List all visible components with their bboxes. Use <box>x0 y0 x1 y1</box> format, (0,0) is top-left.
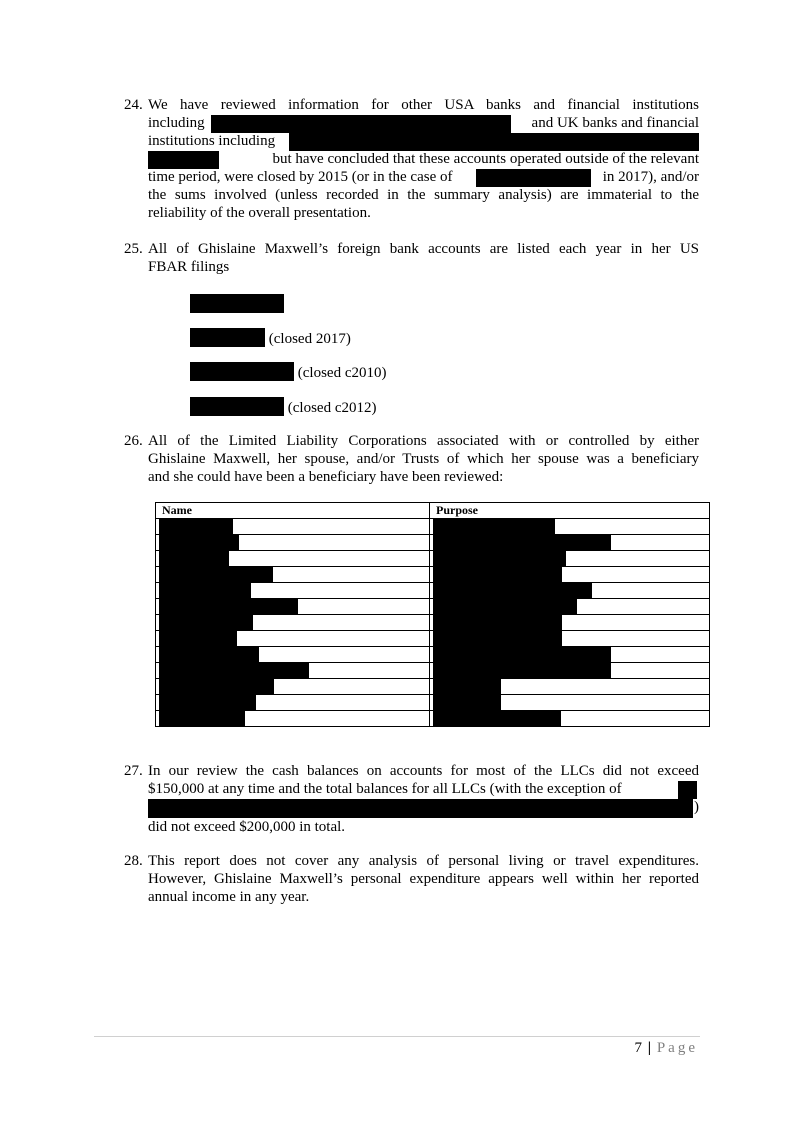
redaction-bar <box>159 534 239 551</box>
text-line: We have reviewed information for other USA banks and financial institutions <box>148 97 699 113</box>
text-line: FBAR filings <box>148 259 230 275</box>
redaction-bar <box>148 799 693 818</box>
redaction-bar <box>289 133 699 151</box>
page-label: Page <box>656 1040 698 1056</box>
table-row <box>156 647 710 663</box>
paragraph-number: 27. <box>124 763 143 779</box>
redaction-bar <box>433 710 561 727</box>
llc-table <box>155 502 710 727</box>
text-line: All of the Limited Liability Corporations associated with or controlled by either <box>148 433 699 449</box>
redaction-bar <box>433 694 501 711</box>
redaction-bar <box>433 582 592 599</box>
account-item: (closed c2010) <box>190 362 386 381</box>
paragraph-28 <box>124 852 700 908</box>
text-line: ) <box>694 799 699 815</box>
paragraph-number: 28. <box>124 853 143 869</box>
table-row <box>156 535 710 551</box>
table-header-row <box>156 503 710 519</box>
redaction-bar <box>159 646 259 663</box>
table-row <box>156 551 710 567</box>
text-line: However, Ghislaine Maxwell’s personal expenditure appears well within her reported <box>148 871 699 887</box>
column-header-purpose: Purpose <box>430 503 710 519</box>
redaction-bar <box>433 534 611 551</box>
redaction-bar <box>433 614 562 631</box>
redaction-bar <box>159 598 298 615</box>
text-line: the sums involved (unless recorded in the summary analysis) are immaterial to the <box>148 187 699 203</box>
column-header-name: Name <box>156 503 430 519</box>
redaction-bar <box>148 151 219 169</box>
account-item <box>190 294 284 313</box>
text-line: All of Ghislaine Maxwell’s foreign bank accounts are listed each year in her US <box>148 241 699 257</box>
table-row <box>156 663 710 679</box>
redaction-bar <box>159 518 233 535</box>
text-line: did not exceed $200,000 in total. <box>148 819 346 835</box>
text-line: $150,000 at any time and the total balances for all LLCs (with the exception of <box>148 781 622 797</box>
page-number: 7 <box>634 1040 644 1056</box>
text-line: and UK banks and financial <box>531 115 699 131</box>
redaction-bar <box>433 646 611 663</box>
redaction-bar <box>433 630 562 647</box>
redaction-bar <box>159 678 274 695</box>
text-line: and she could have been a beneficiary have been reviewed: <box>148 469 504 485</box>
paragraph-number: 25. <box>124 241 143 257</box>
text-line: reliability of the overall presentation. <box>148 205 371 221</box>
text-line: time period, were closed by 2015 (or in the case of <box>148 169 453 185</box>
paragraph-number: 24. <box>124 97 143 113</box>
paragraph-26 <box>124 432 700 488</box>
footer-divider <box>94 1036 700 1037</box>
paragraph-number: 26. <box>124 433 143 449</box>
redaction-bar <box>476 169 591 187</box>
text-line: annual income in any year. <box>148 889 310 905</box>
page-footer <box>635 1040 698 1057</box>
paragraph-25 <box>124 240 700 280</box>
text-line: including <box>148 115 205 131</box>
redaction-bar <box>190 328 265 347</box>
redaction-bar <box>159 614 253 631</box>
redaction-bar <box>190 362 294 381</box>
redaction-bar <box>433 566 562 583</box>
text-line: Ghislaine Maxwell, her spouse, and/or Trusts of which her spouse was a beneficiary <box>148 451 699 467</box>
redaction-bar <box>159 710 245 727</box>
redaction-bar <box>433 598 577 615</box>
table-row <box>156 695 710 711</box>
table-row <box>156 519 710 535</box>
redaction-bar <box>159 662 309 679</box>
table-row <box>156 679 710 695</box>
text-line: In our review the cash balances on accounts for most of the LLCs did not exceed <box>148 763 699 779</box>
table-row <box>156 567 710 583</box>
redaction-bar <box>190 397 284 416</box>
redaction-bar <box>159 566 273 583</box>
redaction-bar <box>433 518 555 535</box>
text-line: but have concluded that these accounts operated outside of the relevant <box>272 151 699 167</box>
redaction-bar <box>159 630 237 647</box>
table-row <box>156 615 710 631</box>
table-row <box>156 599 710 615</box>
account-item: (closed c2012) <box>190 397 376 416</box>
redaction-bar <box>159 550 229 567</box>
redaction-bar <box>678 781 697 799</box>
redaction-bar <box>159 582 251 599</box>
text-line: This report does not cover any analysis of personal living or travel expenditures. <box>148 853 699 869</box>
redaction-bar <box>190 294 284 313</box>
table-row <box>156 583 710 599</box>
text-line: in 2017), and/or <box>602 169 699 185</box>
footer-separator: | <box>647 1040 653 1056</box>
redaction-bar <box>433 662 611 679</box>
redaction-bar <box>211 115 511 133</box>
text-line: institutions including <box>148 133 276 149</box>
account-item: (closed 2017) <box>190 328 351 347</box>
table-row <box>156 631 710 647</box>
redaction-bar <box>159 694 256 711</box>
table-row <box>156 711 710 727</box>
redaction-bar <box>433 550 566 567</box>
redaction-bar <box>433 678 501 695</box>
